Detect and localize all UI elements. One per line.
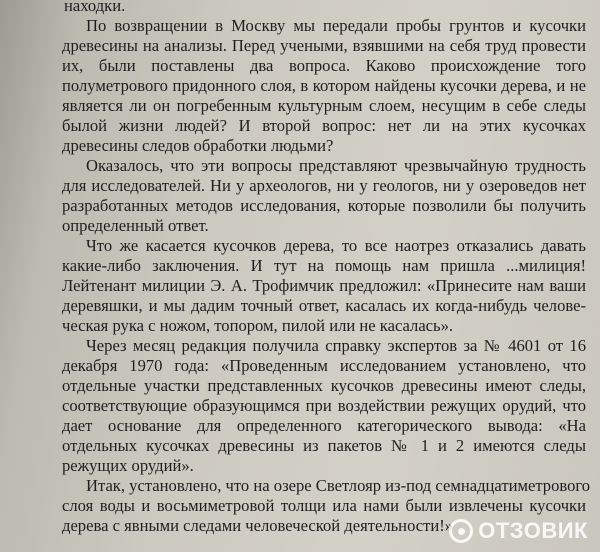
- text-line: полуметрового придонного слоя, в котором найдены кусочки дерева, и не: [62, 76, 586, 95]
- text-line: определенный ответ.: [62, 216, 209, 235]
- text-line: какие-либо заключения. И тут на помощь нам пришла ...милиция!: [62, 256, 586, 275]
- text-line: отдельные участки представленных кусочков древесины имеют следы,: [62, 376, 586, 395]
- text-line: По возвращении в Москву мы передали пробы грунтов и кусочки: [86, 16, 586, 35]
- text-line: декабря 1970 года: «Проведенным исследованием установлено, что: [62, 356, 586, 375]
- text-line: деревяшки, и мы дадим точный ответ, касалась их когда-нибудь челове-: [62, 296, 586, 315]
- watermark-text: ОТЗОВИК: [478, 518, 588, 543]
- text-line: Лейтенант милиции Э. А. Трофимчик предложил: «Принесите нам ваши: [62, 276, 586, 295]
- otzovik-logo-icon: [449, 519, 473, 543]
- text-line: дает основание для определенного категорического вывода: «На: [62, 416, 586, 435]
- text-line: их, были поставлены два вопроса. Каково происхождение того: [62, 56, 586, 75]
- text-line: Оказалось, что эти вопросы представляют чрезвычайную трудность: [86, 156, 586, 175]
- watermark: [449, 518, 588, 544]
- text-line: ческая рука с ножом, топором, пилой или не касалась».: [62, 316, 454, 335]
- text-line: является ли он погребенным культурным слоем, несущим в себе следы: [62, 96, 586, 115]
- text-line: соответствующие образующимся при воздействии режущих орудий, что: [62, 396, 586, 415]
- text-line: разработанных методов исследования, которые позволили бы получить: [62, 196, 586, 215]
- text-line: режущих орудий».: [62, 456, 194, 475]
- text-line: Через месяц редакция получила справку экспертов за № 4601 от 16: [86, 336, 586, 355]
- text-line: находки.: [64, 0, 126, 15]
- text-line: Итак, установлено, что на озере Светлояр из-под семнадцатиметрового: [86, 476, 591, 495]
- text-line: для исследователей. Ни у археологов, ни у геологов, ни у озероведов нет: [62, 176, 586, 195]
- text-line: древесины следов обработки людьми?: [62, 136, 334, 155]
- text-line: древесины на анализы. Перед учеными, взявшими на себя труд провести: [62, 36, 586, 55]
- text-line: дерева с явными следами человеческой деятельности!»: [62, 516, 454, 535]
- text-line: отдельных кусочках древесины из пакетов № 1 и 2 имеются следы: [62, 436, 586, 455]
- text-line: слоя воды и восьмиметровой толщи ила нами были извлечены кусочки: [62, 496, 586, 515]
- text-line: Что же касается кусочков дерева, то все наотрез отказались давать: [86, 236, 586, 255]
- text-line: былой жизни людей? И второй вопрос: нет ли на этих кусочках: [62, 116, 586, 135]
